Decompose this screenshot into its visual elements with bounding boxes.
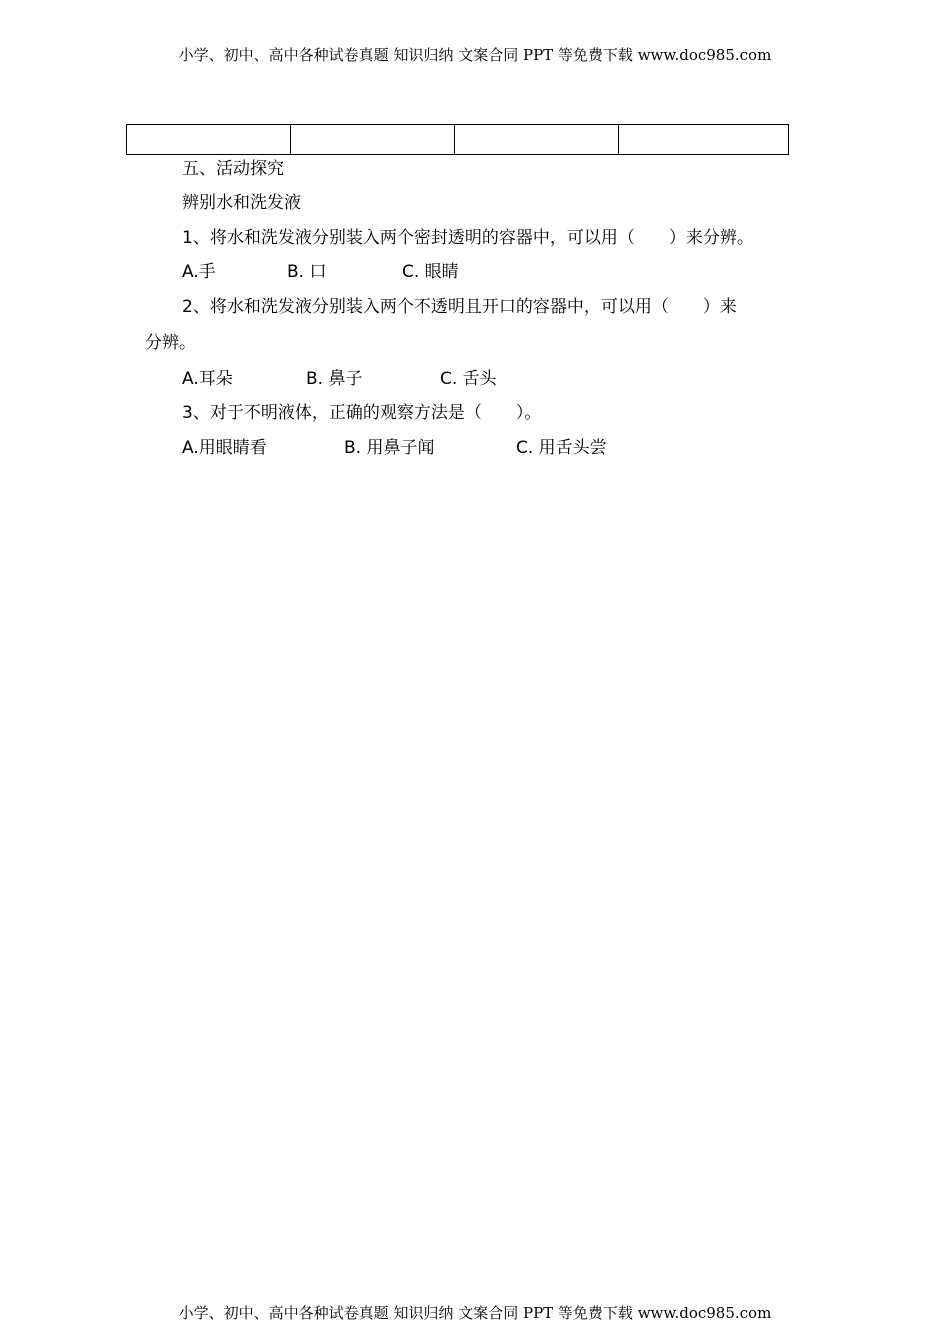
table-cell xyxy=(455,125,619,154)
table-cell xyxy=(127,125,291,154)
question-2-continued: 分辨。 xyxy=(145,333,196,353)
question-2: 2、将水和洗发液分别装入两个不透明且开口的容器中，可以用（ ）来 xyxy=(182,297,737,317)
question-3: 3、对于不明液体，正确的观察方法是（ ）。 xyxy=(182,403,542,423)
option-b: B. 口 xyxy=(287,262,327,282)
option-c: C. 眼睛 xyxy=(402,262,459,282)
option-a: A.耳朵 xyxy=(182,369,233,389)
option-c: C. 舌头 xyxy=(440,369,497,389)
section-title: 五、活动探究 xyxy=(182,159,284,179)
table-cell xyxy=(619,125,788,154)
question-3-options xyxy=(182,436,607,460)
page-header: 小学、初中、高中各种试卷真题 知识归纳 文案合同 PPT 等免费下载 www.doc985.com xyxy=(178,46,772,64)
option-c: C. 用舌头尝 xyxy=(516,438,607,458)
option-a: A.用眼睛看 xyxy=(182,438,267,458)
question-1: 1、将水和洗发液分别装入两个密封透明的容器中，可以用（ ）来分辨。 xyxy=(182,228,754,248)
question-1-options xyxy=(182,260,459,284)
option-b: B. 鼻子 xyxy=(306,369,363,389)
activity-subtitle: 辨别水和洗发液 xyxy=(182,193,301,213)
option-b: B. 用鼻子闻 xyxy=(344,438,435,458)
option-a: A.手 xyxy=(182,262,216,282)
answer-table xyxy=(126,124,789,155)
question-2-options xyxy=(182,367,497,391)
page-footer: 小学、初中、高中各种试卷真题 知识归纳 文案合同 PPT 等免费下载 www.doc985.com xyxy=(178,1304,772,1322)
table-cell xyxy=(291,125,455,154)
